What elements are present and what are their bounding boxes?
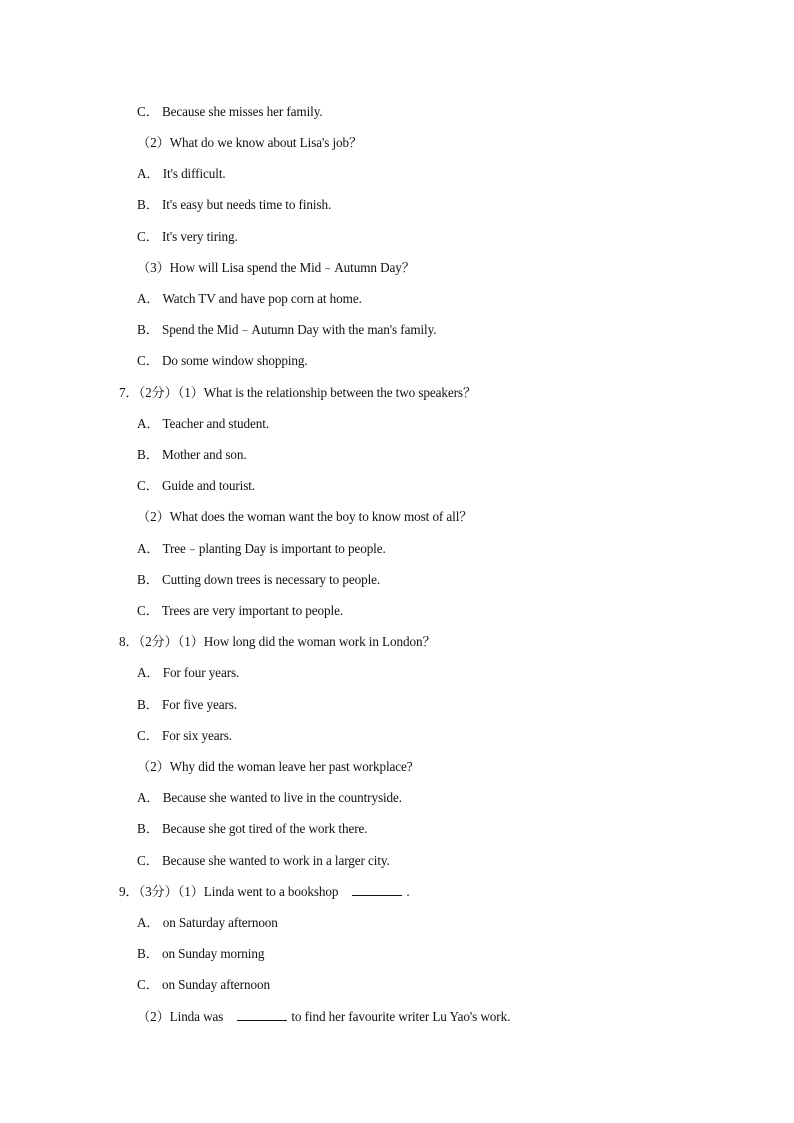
option-b-easy: B． It's easy but needs time to finish.	[137, 197, 332, 212]
question-9	[119, 882, 410, 902]
question-8: 8．（2分）（1）How long did the woman work in London？	[119, 634, 436, 649]
question-7: 7．（2分）（1）What is the relationship between the two speakers？	[119, 385, 477, 400]
option-c-sunday-afternoon: C． on Sunday afternoon	[137, 977, 270, 992]
question-6-sub-3: （3）How will Lisa spend the Mid﹣Autumn Day？	[137, 260, 415, 275]
option-a-teacher-student: A． Teacher and student.	[137, 416, 270, 431]
option-b-sunday-morning: B． on Sunday morning	[137, 946, 265, 961]
answer-blank[interactable]	[237, 1008, 287, 1021]
option-b-mother-son: B． Mother and son.	[137, 447, 247, 462]
option-a-saturday-afternoon: A． on Saturday afternoon	[137, 915, 278, 930]
option-c-six-years: C． For six years.	[137, 728, 233, 743]
question-9-stem-end: .	[406, 884, 410, 899]
option-c-trees-important: C． Trees are very important to people.	[137, 603, 344, 618]
option-b-mans-family: B． Spend the Mid﹣Autumn Day with the man's family.	[137, 322, 437, 337]
option-a-difficult: A． It's difficult.	[137, 166, 226, 181]
option-c-window-shopping: C． Do some window shopping.	[137, 353, 308, 368]
option-a-four-years: A． For four years.	[137, 665, 240, 680]
option-b-five-years: B． For five years.	[137, 697, 238, 712]
option-a-watch-tv: A． Watch TV and have pop corn at home.	[137, 291, 362, 306]
option-c-guide-tourist: C． Guide and tourist.	[137, 478, 256, 493]
question-6-sub-2: （2）What do we know about Lisa's job？	[137, 135, 363, 150]
question-9-sub-2-after: to find her favourite writer Lu Yao's work.	[291, 1009, 511, 1024]
question-7-sub-2: （2）What does the woman want the boy to know most of all？	[137, 509, 473, 524]
option-c-tiring: C． It's very tiring.	[137, 229, 238, 244]
question-8-sub-2: （2）Why did the woman leave her past workplace?	[137, 759, 413, 774]
question-9-stem: 9．（3分）（1）Linda went to a bookshop	[119, 884, 339, 899]
option-a-tree-planting: A． Tree﹣planting Day is important to people.	[137, 541, 386, 556]
question-9-sub-2	[137, 1007, 510, 1027]
answer-blank[interactable]	[352, 883, 402, 896]
option-b-tired-of-work: B． Because she got tired of the work there.	[137, 821, 368, 836]
question-9-sub-2-before: （2）Linda was	[137, 1009, 224, 1024]
option-c-misses-family: C． Because she misses her family.	[137, 104, 323, 119]
option-a-countryside: A． Because she wanted to live in the countryside.	[137, 790, 403, 805]
option-b-cutting-trees: B． Cutting down trees is necessary to people.	[137, 572, 381, 587]
option-c-larger-city: C． Because she wanted to work in a larger city.	[137, 853, 390, 868]
